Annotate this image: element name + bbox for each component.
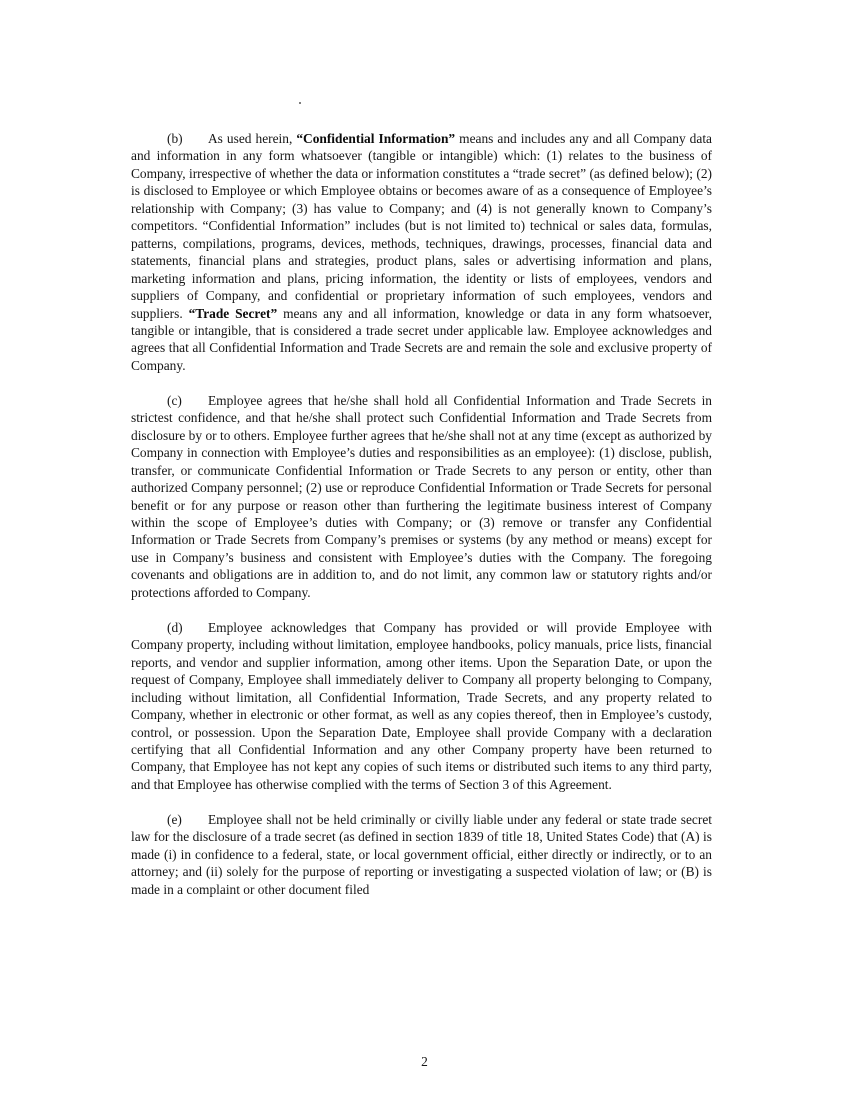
paragraph-label: (d) bbox=[167, 619, 183, 635]
scan-speck bbox=[299, 102, 301, 104]
paragraph-text: Employee shall not be held criminally or civilly liable under any federal or state trade secret law for the disclosure of a trade secret (as defined in section 1839 of title 18, United States Code) that (A) is made (i) in confidence to a federal, state, or local government official, either directly or indirectly, or to an attorney; and (ii) solely for the purpose of reporting or investigating a suspected violation of law; or (B) is made in a complaint or other document filed bbox=[131, 811, 712, 897]
paragraph-d bbox=[131, 619, 712, 794]
defined-term: “Trade Secret” bbox=[188, 305, 278, 321]
paragraph-text: means any and all information, knowledge or data in any form whatsoever, tangible or intangible, that is considered a trade secret under applicable law. Employee acknowledges and agrees that all Confidential Information and Trade Secrets are and remain the sole and exclusive property of Company. bbox=[131, 305, 713, 373]
paragraph-label: (b) bbox=[167, 131, 183, 146]
paragraph-text: means and includes any and all Company data and information in any form whatsoever (tangible or intangible) which: (1) relates to the business of Company, irrespective of whether the data or information constitutes a “trade secret” (as defined below); (2) is disclosed to Employee or which Employee obtains or becomes aware of as a consequence of Employee’s relationship with Company; (3) has value to Company; and (4) is not generally known to Company’s competitors. “Confidential Information” includes (but is not limited to) technical or sales data, formulas, patterns, compilations, programs, devices, methods, techniques, drawings, processes, financial data and statements, financial plans and strategies, product plans, sales or advertising information and plans, marketing information and plans, pricing information, the identity or lists of employees, vendors and suppliers of Company, and confidential or proprietary information of such employees, vendors and suppliers. bbox=[131, 131, 712, 321]
page-number: 2 bbox=[421, 1054, 428, 1069]
defined-term: “Confidential Information” bbox=[296, 131, 456, 146]
paragraph-b bbox=[131, 130, 712, 374]
paragraph-text: Employee agrees that he/she shall hold all Confidential Information and Trade Secrets in strictest confidence, and that he/she shall protect such Confidential Information and Trade Secrets from disclosure by or to others. Employee further agrees that he/she shall not at any time (except as authorized by Company in connection with Employee’s duties and responsibilities as an employee): (1) disclose, publish, transfer, or communicate Confidential Information or Trade Secrets to any person or entity, other than authorized Company personnel; (2) use or reproduce Confidential Information or Trade Secrets for personal benefit or for any purpose or reason other than furthering the legitimate business interest of Company within the scope of Employee’s duties with Company; or (3) remove or transfer any Confidential Information or Trade Secrets from Company’s premises or systems (by any method or means) except for use in Company’s business and consistent with Employee’s duties with the Company. The foregoing covenants and obligations are in addition to, and do not limit, any common law or statutory rights and/or protections afforded to Company. bbox=[131, 392, 712, 600]
document-body bbox=[131, 130, 712, 916]
paragraph-label: (c) bbox=[167, 392, 182, 408]
paragraph-text: As used herein, bbox=[208, 131, 297, 146]
paragraph-c bbox=[131, 392, 712, 601]
paragraph-label: (e) bbox=[167, 811, 182, 827]
paragraph-e bbox=[131, 811, 712, 898]
paragraph-text: Employee acknowledges that Company has provided or will provide Employee with Company property, including without limitation, employee handbooks, policy manuals, price lists, financial reports, and vendor and supplier information, among other items. Upon the Separation Date, or upon the request of Company, Employee shall immediately deliver to Company all property belonging to Company, including without limitation, all Confidential Information, Trade Secrets, and any property related to Company, whether in electronic or other format, as well as any copies thereof, then in Employee’s custody, control, or possession. Upon the Separation Date, Employee shall provide Company with a declaration certifying that all Confidential Information and any other Company property have been returned to Company, that Employee has not kept any copies of such items or distributed such items to any third party, and that Employee has otherwise complied with the terms of Section 3 of this Agreement. bbox=[131, 619, 712, 792]
